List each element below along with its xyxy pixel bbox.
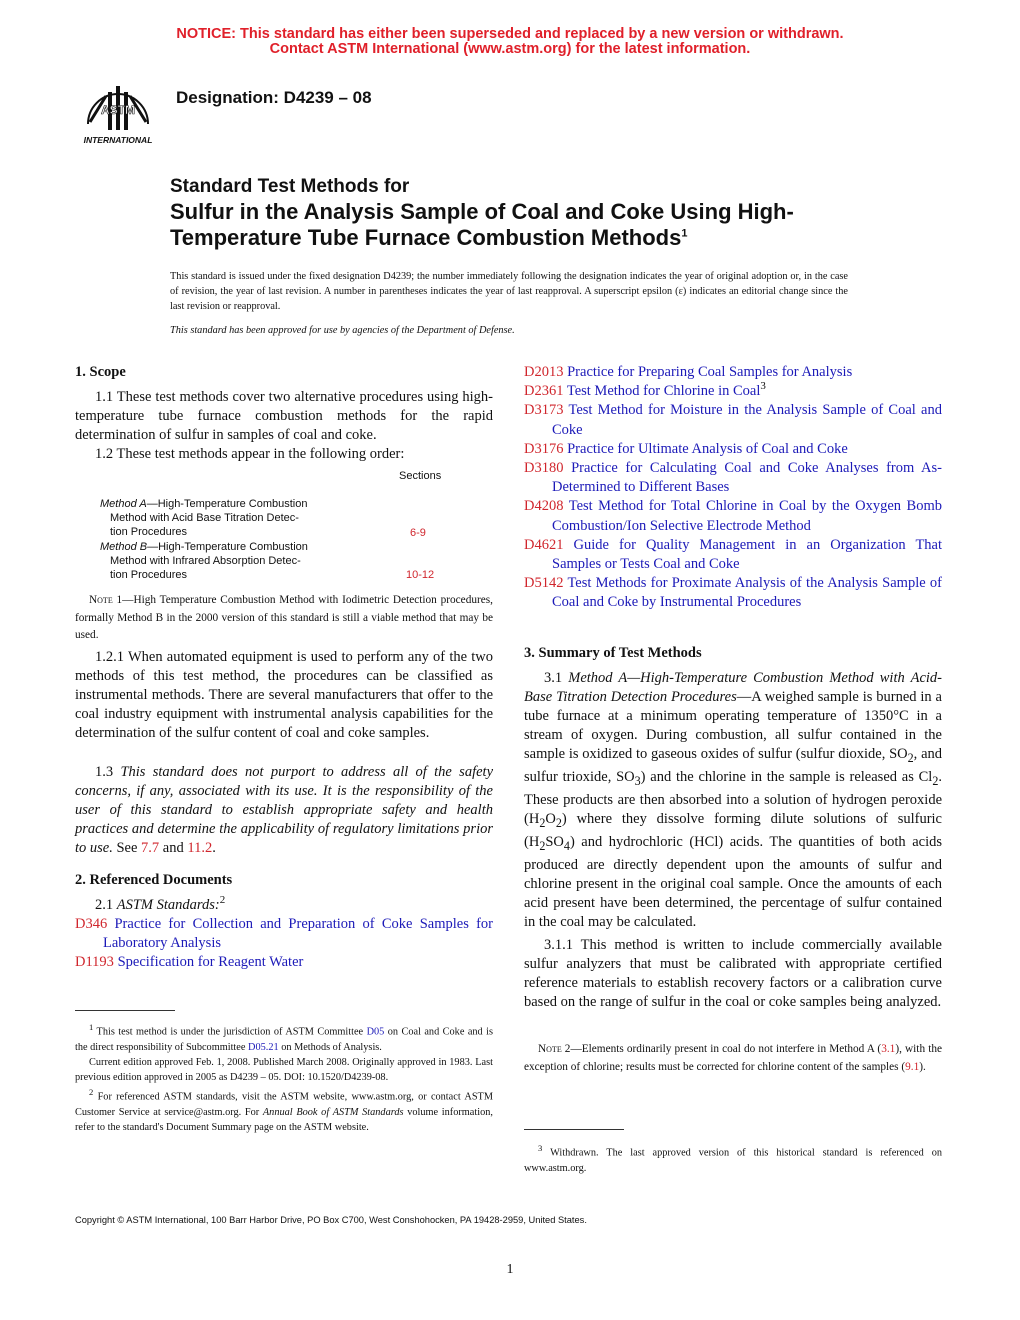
referenced-heading: 2. Referenced Documents: [75, 872, 233, 888]
toc-b-line3: tion Procedures: [110, 569, 188, 582]
scope-ref-11-2[interactable]: 11.2: [187, 840, 213, 856]
toc-a-label: Method A: [100, 498, 147, 510]
summary-text-f: ) where they dissolve forming dilute solutions of sulfuric (H: [524, 810, 942, 850]
footnote-1-edition: Current edition approved Feb. 1, 2008. Published March 2008. Originally approved in 1983. Last previous edition approved in 2005 as D4239 – 05. DOI: 10.1520/D4239-08.: [75, 1056, 493, 1084]
scope-1-3-see: See: [116, 840, 138, 856]
note-2: [524, 1041, 942, 1076]
toc-a-line1: —High-Temperature Combustion: [146, 498, 308, 510]
footnote-1-text-a: This test method is under the jurisdiction of ASTM Committee: [96, 1026, 367, 1038]
d2361-footnote-mark: 3: [760, 380, 766, 393]
toc-a-sections[interactable]: 6-9: [410, 527, 426, 539]
note-1-text: —High Temperature Combustion Method with Iodimetric Detection procedures, formally Method B in the 2000 version of this standard is still a viable method that may be used.: [75, 594, 493, 641]
astm-standards-label: ASTM Standards:: [116, 897, 220, 913]
footnote-1-text-c: on Methods of Analysis.: [278, 1041, 382, 1053]
note-2-text-b: ), with the exception of chlorine; results must be corrected for chlorine content of the samples (: [524, 1043, 942, 1073]
scope-1-3-italic: This standard does not purport to address all of the safety concerns, if any, associated with its use. It is the responsibility of the user of this standard to establish appropriate safety and health practices and determine the applicability of regulatory limitations prior to use.: [75, 764, 494, 856]
dod-note: This standard has been approved for use by agencies of the Department of Defense.: [170, 325, 515, 336]
scope-1-1: 1.1 These test methods cover two alternative procedures using high-temperature tube furnace combustion methods for the rapid determination of sulfur in samples of coal and coke.: [75, 389, 493, 443]
footnote-2-text-a: For referenced ASTM standards, visit the ASTM website, www.astm.org, or contact ASTM Customer Service at service@astm.org. For: [75, 1091, 493, 1118]
toc-b-label: Method B: [100, 541, 148, 553]
subscript: 2: [539, 838, 546, 853]
reference-list-right: [524, 363, 942, 613]
toc-b-line1: —High-Temperature Combustion: [147, 541, 308, 553]
summary-3-1-num: 3.1: [544, 670, 563, 686]
reference-list-left: [75, 915, 493, 973]
referenced-2-1-num: 2.1: [95, 897, 114, 913]
footnote-3: [524, 1141, 942, 1176]
reference-item-d4208[interactable]: [524, 497, 942, 535]
toc-method-a: [100, 497, 440, 540]
scope-1-2: 1.2 These test methods appear in the following order:: [95, 446, 405, 462]
toc-sections-header: Sections: [399, 470, 442, 482]
title-line-1: Standard Test Methods for: [170, 176, 410, 197]
toc-a-line2: Method with Acid Base Titration Detec-: [110, 512, 299, 525]
summary-3-1: [524, 669, 942, 932]
logo-subtext: INTERNATIONAL: [83, 135, 153, 145]
footnote-2-mark: 2: [89, 1087, 94, 1098]
note-1-label: Note 1: [89, 594, 123, 606]
summary-3-1-italic: Method A—High-Temperature Combustion Method with Acid-Base Titration Detection Procedures: [524, 670, 942, 705]
summary-heading: 3. Summary of Test Methods: [524, 645, 702, 661]
footnote-divider-right: [524, 1129, 624, 1130]
logo-text: ASTM: [101, 103, 135, 117]
page-number: 1: [506, 1262, 514, 1277]
reference-code[interactable]: D346: [75, 916, 108, 932]
footnotes-left: [75, 1020, 493, 1135]
footnote-2: [75, 1085, 493, 1135]
summary-text-c: ) and the chlorine in the sample is released as Cl: [640, 768, 933, 785]
note-2-text-c: ).: [919, 1060, 926, 1073]
note-2-text-a: —Elements ordinarily present in coal do not interfere in Method A (: [570, 1043, 882, 1055]
toc-a-line3: tion Procedures: [110, 526, 188, 539]
subcommittee-d05-21-link[interactable]: D05.21: [248, 1041, 279, 1053]
astm-logo-icon: [76, 78, 160, 148]
reference-item-d3176[interactable]: [524, 440, 942, 459]
subscript: 2: [907, 750, 914, 765]
reference-item-d4621[interactable]: [524, 536, 942, 574]
reference-code[interactable]: D2013: [524, 364, 564, 380]
reference-title[interactable]: Specification for Reagent Water: [117, 954, 304, 971]
reference-title[interactable]: Test Method for Moisture in the Analysis Sample of Coal and Coke: [552, 402, 942, 438]
title-line-3: Temperature Tube Furnace Combustion Methods: [170, 225, 682, 250]
reference-item-d2361[interactable]: [524, 382, 942, 401]
reference-code[interactable]: D5142: [524, 575, 564, 592]
reference-code[interactable]: D3180: [524, 460, 564, 477]
note-2-label: Note 2: [538, 1043, 571, 1055]
footnote-1-mark: 1: [89, 1022, 94, 1032]
footnote-3-text: Withdrawn. The last approved version of this historical standard is referenced on www.astm.org.: [524, 1147, 942, 1174]
reference-title[interactable]: Test Method for Total Chlorine in Coal by the Oxygen Bomb Combustion/Ion Selective Electrode Method: [552, 498, 942, 534]
summary-text-b: , and sulfur trioxide, SO: [524, 746, 943, 785]
reference-code[interactable]: D4208: [524, 498, 564, 515]
footnote-1-text-b: on Coal and Coke and is the direct responsibility of Subcommittee: [75, 1026, 494, 1053]
reference-item-d3180[interactable]: [524, 459, 942, 497]
footnote-1: [75, 1020, 493, 1055]
reference-code[interactable]: D3176: [524, 440, 564, 457]
subscript: 2: [555, 815, 562, 830]
committee-d05-link[interactable]: D05: [366, 1026, 385, 1038]
summary-text-a: —A weighed sample is burned in a tube furnace at a minimum operating temperature of 1350°C in a stream of oxygen. During combustion, all sulfur contained in the sample is oxidized to gaseous oxides of sulfur (sulfur dioxide, SO: [524, 689, 942, 762]
issue-note: This standard is issued under the fixed designation D4239; the number immediately following the designation indicates the year of original adoption or, in the case of revision, the year of last revision. A number in parentheses indicates the year of last reapproval. A superscript epsilon (ε) indicates an editorial change since the last revision or reapproval.: [170, 271, 848, 312]
notice-line-2: Contact ASTM International (www.astm.org) for the latest information.: [269, 41, 751, 57]
scope-1-3-and: and: [162, 840, 184, 856]
scope-heading: 1. Scope: [75, 364, 126, 380]
reference-title[interactable]: Practice for Ultimate Analysis of Coal and Coke: [567, 440, 848, 457]
document-title: [170, 175, 910, 251]
reference-code[interactable]: D3173: [524, 402, 564, 419]
notice-line-1: NOTICE: This standard has either been superseded and replaced by a new version or withdrawn.: [176, 26, 844, 42]
referenced-fn-mark: 2: [219, 894, 226, 907]
scope-1-3: [75, 763, 493, 858]
copyright: Copyright © ASTM International, 100 Barr Harbor Drive, PO Box C700, West Conshohocken, PA 19428-2959, United States.: [75, 1215, 587, 1225]
reference-item-d3173[interactable]: [524, 401, 942, 439]
subscript: 2: [539, 815, 546, 830]
toc-b-sections[interactable]: 10-12: [406, 569, 435, 581]
scope-1-3-num: 1.3: [95, 764, 114, 780]
designation: Designation: D4239 – 08: [176, 88, 372, 107]
footnote-3-mark: 3: [538, 1143, 543, 1153]
summary-text-d: . These products are then absorbed into a solution of hydrogen peroxide (H: [524, 768, 942, 827]
reference-title[interactable]: Guide for Quality Management in an Organization That Samples or Tests Coal and Coke: [552, 536, 943, 573]
subscript: 4: [563, 838, 570, 853]
footnote-2-text-b: volume information, refer to the standard's Document Summary page on the ASTM website.: [75, 1106, 493, 1134]
title-footnote-mark: 1: [681, 227, 688, 240]
reference-code[interactable]: D2361: [524, 383, 564, 400]
reference-item-d2013[interactable]: [524, 363, 942, 382]
reference-item-d346[interactable]: [75, 915, 493, 953]
note-2-ref-3-1[interactable]: 3.1: [881, 1043, 896, 1055]
toc-b-line2: Method with Infrared Absorption Detec-: [110, 555, 301, 568]
summary-3-1-1: 3.1.1 This method is written to include commercially available sulfur analyzers that must be calibrated with appropriate certified reference materials to establish recovery factors or a calibration curve based on the range of sulfur in the coal or coke samples being analyzed.: [524, 937, 942, 1010]
reference-item-d5142[interactable]: [524, 574, 942, 612]
subscript: 2: [932, 773, 939, 788]
toc-method-b: [100, 540, 440, 583]
superseded-notice: [0, 27, 1020, 57]
note-2-ref-9-1[interactable]: 9.1: [905, 1060, 920, 1073]
summary-text-e: O: [545, 810, 556, 827]
reference-title[interactable]: Test Method for Chlorine in Coal: [566, 383, 761, 400]
reference-code[interactable]: D4621: [524, 536, 564, 553]
title-line-2: Sulfur in the Analysis Sample of Coal and Coke Using High-: [170, 199, 794, 224]
reference-title[interactable]: Test Methods for Proximate Analysis of the Analysis Sample of Coal and Coke by Instrumental Procedures: [552, 575, 942, 611]
scope-1-2-1: 1.2.1 When automated equipment is used to perform any of the two methods of this test method, the procedures can be classified as instrumental methods. There are several manufacturers that offer to the coal industry equipment with instrumental analysis capabilities for the determination of the sulfur content of coal and coke samples.: [75, 649, 493, 741]
reference-title[interactable]: Practice for Collection and Preparation of Coke Samples for Laboratory Analysis: [103, 916, 493, 952]
reference-title[interactable]: Practice for Preparing Coal Samples for Analysis: [567, 364, 853, 380]
scope-1-3-end: .: [212, 840, 216, 856]
note-1: [75, 592, 493, 645]
reference-title[interactable]: Practice for Calculating Coal and Coke Analyses from As-Determined to Different Bases: [552, 460, 942, 496]
subscript: 3: [634, 773, 641, 788]
summary-text-h: ) and hydrochloric (HCl) acids. The quantities of both acids produced are directly dependent upon the amounts of sulfur and chlorine present in the original coal sample. Once the amounts of each acid present have been determined, the percentage of sulfur contained in the coal may be calculated.: [524, 833, 942, 930]
reference-item-d1193[interactable]: [75, 953, 493, 972]
footnote-2-italic: Annual Book of ASTM Standards: [262, 1106, 404, 1118]
astm-logo: [76, 78, 160, 148]
footnote-divider-left: [75, 1010, 175, 1011]
scope-ref-7-7[interactable]: 7.7: [141, 840, 160, 856]
reference-code[interactable]: D1193: [75, 954, 114, 971]
referenced-2-1: [75, 896, 493, 915]
summary-text-g: SO: [545, 833, 564, 850]
